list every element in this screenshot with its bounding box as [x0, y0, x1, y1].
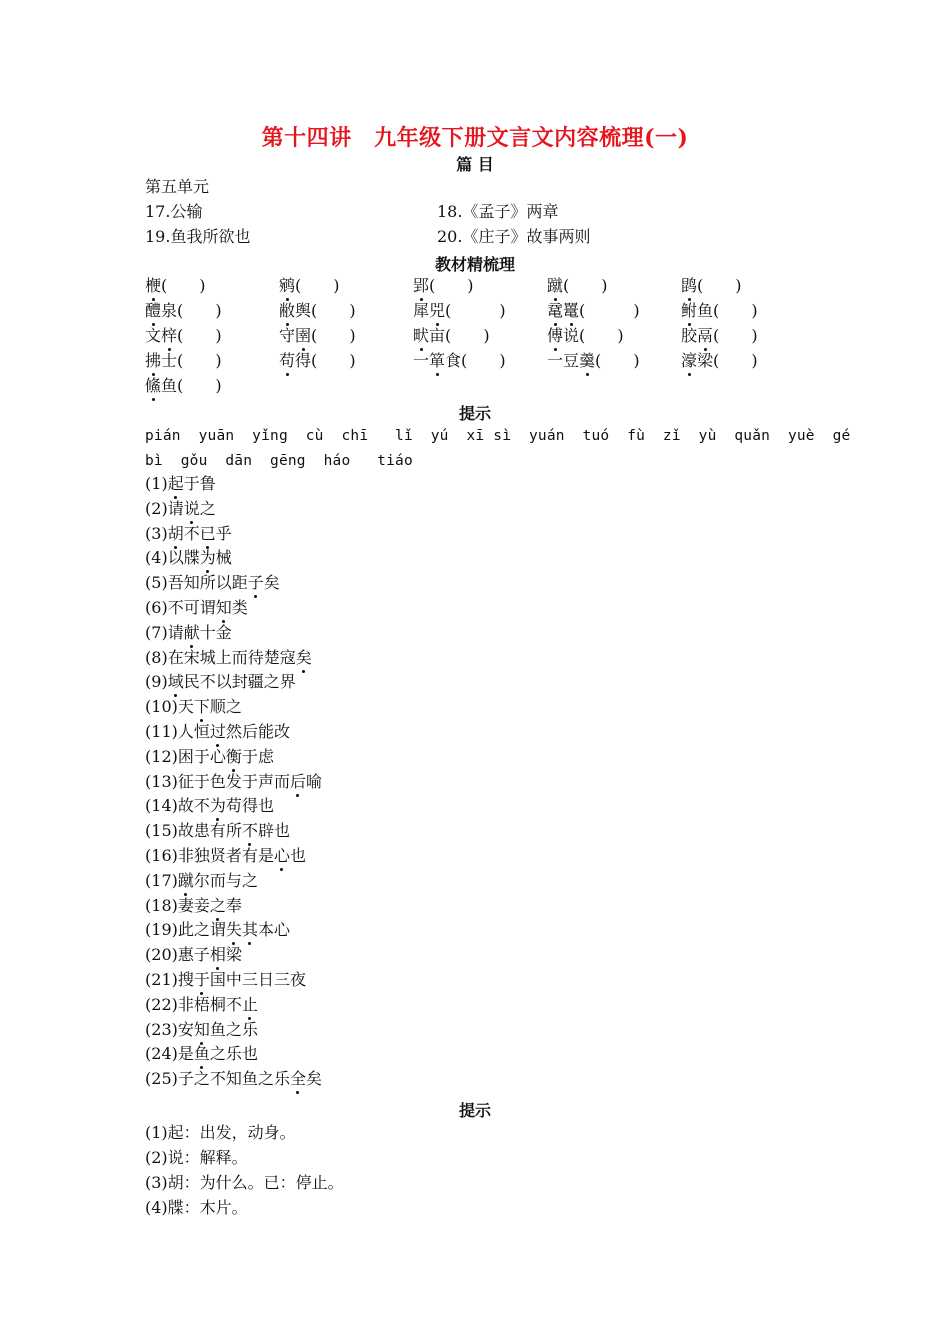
unit-label: 第五单元: [145, 177, 210, 196]
vocab-item: 蹴( ): [547, 276, 608, 295]
sentence-item: (3)胡不已乎: [145, 523, 232, 543]
answer-item: (1)起：出发，动身。: [145, 1123, 296, 1142]
sentence-item: (21)搜于国中三日三夜: [145, 970, 306, 989]
pinyin-answers-line-2: bì gǒu dān gēng háo tiáo: [145, 453, 413, 469]
sentence-item: (13)征于色发于声而后喻: [145, 771, 323, 791]
vocab-item: 楩( ): [145, 276, 206, 295]
sentence-item: (9)域民不以封疆之界: [145, 672, 296, 692]
sentence-item: (24)是鱼之乐也: [145, 1044, 258, 1064]
sentence-item: (15)故患有所不辟也: [145, 821, 290, 841]
vocab-item: 傅说( ): [547, 326, 624, 345]
vocab-item: 一豆羹( ): [547, 351, 640, 370]
sentence-item: (5)吾知所以距子矣: [145, 573, 280, 593]
vocab-item: 犀兕( ): [413, 301, 506, 320]
vocab-item: 拂士( ): [145, 351, 222, 370]
sentence-item: (20)惠子相梁: [145, 945, 242, 965]
vocab-item: 胶鬲( ): [681, 326, 758, 345]
lesson-17: 17.公输: [145, 202, 203, 221]
vocab-item: 郢( ): [413, 276, 474, 295]
vocab-item: 一箪食( ): [413, 351, 506, 370]
vocab-item: 鹍( ): [681, 276, 742, 295]
sentence-item: (25)子之不知鱼之乐全矣: [145, 1069, 323, 1089]
sentence-item: (19)此之谓失其本心: [145, 920, 290, 940]
sentence-item: (7)请献十金: [145, 622, 232, 642]
vocab-item: 鲋鱼( ): [681, 301, 758, 320]
vocab-item: 鹓( ): [279, 276, 340, 295]
vocab-item: 鼋鼍( ): [547, 301, 640, 320]
sentence-item: (10)天下顺之: [145, 697, 242, 717]
sentence-item: (6)不可谓知类: [145, 598, 248, 617]
sentence-item: (4)以牒为械: [145, 548, 232, 568]
page-title: 第十四讲 九年级下册文言文内容梳理(一): [261, 125, 689, 151]
sentence-item: (11)人恒过然后能改: [145, 722, 290, 741]
sentence-item: (18)妻妾之奉: [145, 895, 242, 915]
section-heading-pianmu: 篇 目: [456, 155, 494, 174]
vocab-item: 文梓( ): [145, 326, 222, 345]
vocab-item: 鯈鱼( ): [145, 376, 222, 395]
sentence-item: (12)困于心衡于虑: [145, 746, 274, 766]
lesson-20: 20.《庄子》故事两则: [437, 227, 591, 246]
vocab-item: 畎亩( ): [413, 326, 490, 345]
sentence-item: (17)蹴尔而与之: [145, 870, 258, 890]
vocab-item: 醴泉( ): [145, 301, 222, 320]
lesson-19: 19.鱼我所欲也: [145, 227, 251, 246]
vocab-item: 苟得( ): [279, 351, 356, 370]
sentence-item: (8)在宋城上而待楚寇矣: [145, 647, 312, 667]
sentence-item: (1)起于鲁: [145, 474, 216, 493]
section-heading-jiaocai: 教材精梳理: [434, 255, 515, 274]
sentence-item: (22)非梧桐不止: [145, 994, 258, 1014]
hint-heading-2: 提示: [458, 1101, 491, 1120]
sentence-item: (23)安知鱼之乐: [145, 1019, 258, 1039]
lesson-18: 18.《孟子》两章: [437, 202, 559, 221]
answer-item: (2)说：解释。: [145, 1148, 248, 1167]
sentence-item: (16)非独贤者有是心也: [145, 846, 306, 865]
sentence-item: (2)请说之: [145, 498, 216, 518]
hint-heading-1: 提示: [458, 404, 491, 423]
answer-item: (4)牒：木片。: [145, 1198, 248, 1217]
pinyin-answers-line-1: pián yuān yǐng cù chī lǐ yú xī sì yuán tuó fù zǐ yù quǎn yuè gé: [145, 428, 851, 444]
vocab-item: 守圉( ): [279, 326, 356, 345]
vocab-item: 敝舆( ): [279, 301, 356, 320]
sentence-item: (14)故不为苟得也: [145, 796, 274, 816]
answer-item: (3)胡：为什么。已：停止。: [145, 1173, 344, 1192]
vocab-item: 濠梁( ): [681, 351, 758, 370]
